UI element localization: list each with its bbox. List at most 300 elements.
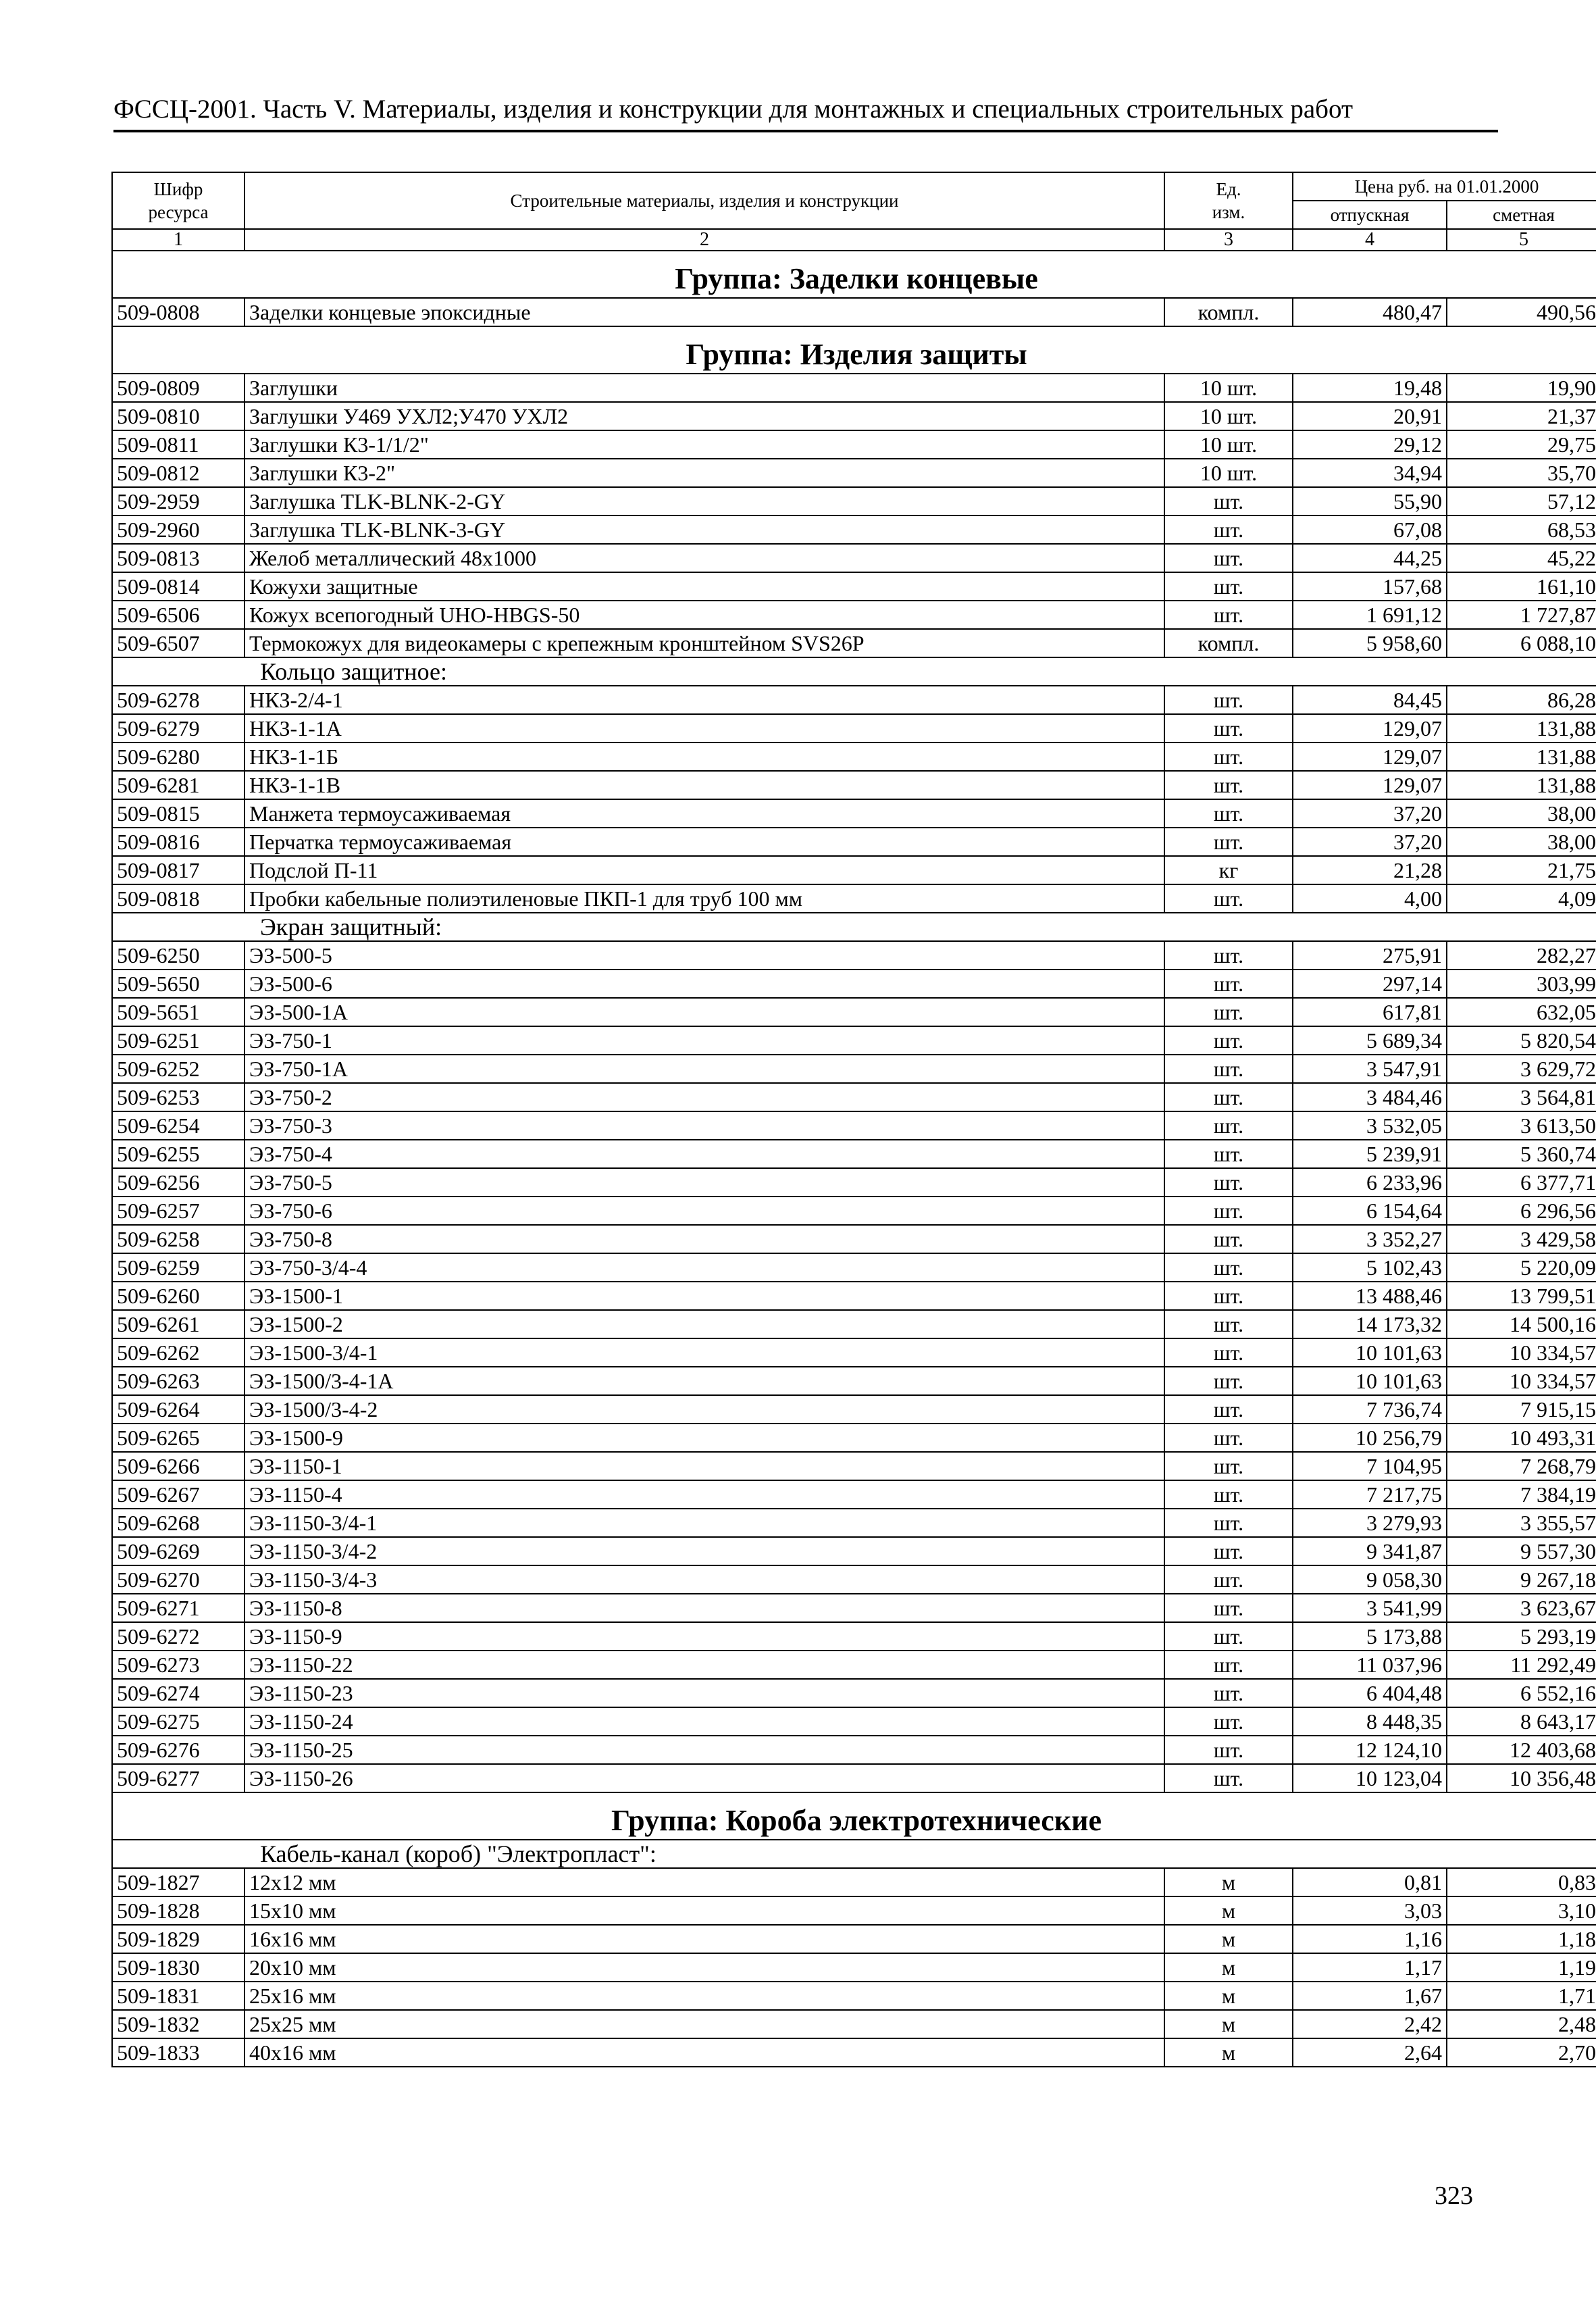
table-row [112, 1565, 1596, 1594]
estimate-price-cell: 6 296,56 [1447, 1197, 1596, 1225]
estimate-price-cell: 86,28 [1447, 686, 1596, 714]
resource-code-cell: 509-1827 [112, 1868, 244, 1896]
resource-code-cell: 509-1829 [112, 1925, 244, 1953]
material-name-cell: НКЗ-1-1В [244, 771, 1164, 799]
header-price: Цена руб. на 01.01.2000 [1293, 172, 1596, 201]
unit-cell: шт. [1164, 487, 1293, 515]
resource-code-cell: 509-6281 [112, 771, 244, 799]
release-price-cell: 129,07 [1293, 714, 1447, 743]
resource-code-cell: 509-1831 [112, 1982, 244, 2010]
resource-code-cell: 509-6272 [112, 1622, 244, 1651]
estimate-price-cell: 21,37 [1447, 402, 1596, 430]
material-name-cell: Перчатка термоусаживаемая [244, 828, 1164, 856]
material-name-cell: Кожух всепогодный UHO-HBGS-50 [244, 601, 1164, 629]
material-name-cell: Пробки кабельные полиэтиленовые ПКП-1 для труб 100 мм [244, 884, 1164, 913]
resource-code-cell: 509-6268 [112, 1509, 244, 1537]
price-table [111, 172, 1596, 2067]
estimate-price-cell: 3 355,57 [1447, 1509, 1596, 1537]
estimate-price-cell: 1,19 [1447, 1953, 1596, 1982]
release-price-cell: 129,07 [1293, 771, 1447, 799]
release-price-cell: 1 691,12 [1293, 601, 1447, 629]
unit-cell: шт. [1164, 1197, 1293, 1225]
group-heading-row [112, 251, 1596, 298]
unit-cell: шт. [1164, 771, 1293, 799]
estimate-price-cell: 9 557,30 [1447, 1537, 1596, 1565]
release-price-cell: 12 124,10 [1293, 1736, 1447, 1764]
unit-cell: 10 шт. [1164, 374, 1293, 402]
material-name-cell: ЭЗ-1150-3/4-2 [244, 1537, 1164, 1565]
material-name-cell: Подслой П-11 [244, 856, 1164, 884]
column-number: 4 [1293, 229, 1447, 251]
table-row [112, 572, 1596, 601]
estimate-price-cell: 3 429,58 [1447, 1225, 1596, 1253]
table-row [112, 298, 1596, 326]
table-row [112, 487, 1596, 515]
release-price-cell: 3 532,05 [1293, 1111, 1447, 1140]
unit-cell: шт. [1164, 1253, 1293, 1282]
page-number: 323 [1435, 2182, 1473, 2210]
material-name-cell: Термокожух для видеокамеры с крепежным кронштейном SVS26P [244, 629, 1164, 657]
material-name-cell: ЭЗ-750-1 [244, 1026, 1164, 1055]
material-name-cell: ЭЗ-750-2 [244, 1083, 1164, 1111]
release-price-cell: 3 547,91 [1293, 1055, 1447, 1083]
unit-cell: шт. [1164, 1565, 1293, 1594]
unit-cell: шт. [1164, 799, 1293, 828]
table-row [112, 884, 1596, 913]
resource-code-cell: 509-1828 [112, 1896, 244, 1925]
unit-cell: 10 шт. [1164, 459, 1293, 487]
header-code: Шифр ресурса [112, 172, 244, 229]
table-row [112, 970, 1596, 998]
table-row [112, 1679, 1596, 1707]
resource-code-cell: 509-6251 [112, 1026, 244, 1055]
table-row [112, 459, 1596, 487]
release-price-cell: 21,28 [1293, 856, 1447, 884]
resource-code-cell: 509-6270 [112, 1565, 244, 1594]
unit-cell: шт. [1164, 1707, 1293, 1736]
material-name-cell: ЭЗ-1150-8 [244, 1594, 1164, 1622]
unit-cell: шт. [1164, 1282, 1293, 1310]
table-row [112, 1509, 1596, 1537]
table-row [112, 856, 1596, 884]
release-price-cell: 19,48 [1293, 374, 1447, 402]
release-price-cell: 5 958,60 [1293, 629, 1447, 657]
estimate-price-cell: 11 292,49 [1447, 1651, 1596, 1679]
estimate-price-cell: 38,00 [1447, 799, 1596, 828]
resource-code-cell: 509-6275 [112, 1707, 244, 1736]
unit-cell: м [1164, 1953, 1293, 1982]
material-name-cell: НКЗ-2/4-1 [244, 686, 1164, 714]
resource-code-cell: 509-6507 [112, 629, 244, 657]
resource-code-cell: 509-5650 [112, 970, 244, 998]
resource-code-cell: 509-6276 [112, 1736, 244, 1764]
table-row [112, 1622, 1596, 1651]
resource-code-cell: 509-0814 [112, 572, 244, 601]
release-price-cell: 34,94 [1293, 459, 1447, 487]
table-row [112, 1896, 1596, 1925]
release-price-cell: 6 404,48 [1293, 1679, 1447, 1707]
resource-code-cell: 509-0808 [112, 298, 244, 326]
resource-code-cell: 509-6280 [112, 743, 244, 771]
release-price-cell: 14 173,32 [1293, 1310, 1447, 1338]
table-header-row [112, 172, 1596, 201]
material-name-cell: ЭЗ-750-6 [244, 1197, 1164, 1225]
release-price-cell: 2,42 [1293, 2010, 1447, 2038]
column-number: 2 [244, 229, 1164, 251]
column-number: 1 [112, 229, 244, 251]
table-row [112, 941, 1596, 970]
estimate-price-cell: 57,12 [1447, 487, 1596, 515]
estimate-price-cell: 10 356,48 [1447, 1764, 1596, 1792]
resource-code-cell: 509-6252 [112, 1055, 244, 1083]
group-heading-row [112, 1792, 1596, 1840]
release-price-cell: 3 279,93 [1293, 1509, 1447, 1537]
group-heading-row [112, 326, 1596, 374]
release-price-cell: 84,45 [1293, 686, 1447, 714]
table-row [112, 1982, 1596, 2010]
table-row [112, 1651, 1596, 1679]
release-price-cell: 9 341,87 [1293, 1537, 1447, 1565]
estimate-price-cell: 131,88 [1447, 714, 1596, 743]
unit-cell: 10 шт. [1164, 430, 1293, 459]
resource-code-cell: 509-1832 [112, 2010, 244, 2038]
resource-code-cell: 509-6267 [112, 1480, 244, 1509]
material-name-cell: Заглушки К3-2" [244, 459, 1164, 487]
resource-code-cell: 509-2959 [112, 487, 244, 515]
table-row [112, 374, 1596, 402]
resource-code-cell: 509-0811 [112, 430, 244, 459]
page-header: ФССЦ-2001. Часть V. Материалы, изделия и конструкции для монтажных и специальных строительных работ [113, 93, 1498, 132]
table-row [112, 998, 1596, 1026]
unit-cell: м [1164, 2038, 1293, 2067]
unit-cell: шт. [1164, 1736, 1293, 1764]
estimate-price-cell: 632,05 [1447, 998, 1596, 1026]
unit-cell: шт. [1164, 743, 1293, 771]
material-name-cell: Желоб металлический 48х1000 [244, 544, 1164, 572]
release-price-cell: 20,91 [1293, 402, 1447, 430]
material-name-cell: 12х12 мм [244, 1868, 1164, 1896]
release-price-cell: 9 058,30 [1293, 1565, 1447, 1594]
release-price-cell: 3,03 [1293, 1896, 1447, 1925]
material-name-cell: НКЗ-1-1Б [244, 743, 1164, 771]
resource-code-cell: 509-6254 [112, 1111, 244, 1140]
estimate-price-cell: 303,99 [1447, 970, 1596, 998]
estimate-price-cell: 5 220,09 [1447, 1253, 1596, 1282]
table-row [112, 1764, 1596, 1792]
table-row [112, 544, 1596, 572]
estimate-price-cell: 3 564,81 [1447, 1083, 1596, 1111]
release-price-cell: 10 256,79 [1293, 1424, 1447, 1452]
estimate-price-cell: 282,27 [1447, 941, 1596, 970]
release-price-cell: 3 484,46 [1293, 1083, 1447, 1111]
estimate-price-cell: 2,70 [1447, 2038, 1596, 2067]
material-name-cell: ЭЗ-1150-1 [244, 1452, 1164, 1480]
subgroup-heading: Кабель-канал (короб) "Электропласт": [112, 1840, 1596, 1868]
estimate-price-cell: 131,88 [1447, 743, 1596, 771]
resource-code-cell: 509-6279 [112, 714, 244, 743]
unit-cell: шт. [1164, 1225, 1293, 1253]
unit-cell: шт. [1164, 884, 1293, 913]
unit-cell: м [1164, 1925, 1293, 1953]
unit-cell: шт. [1164, 1537, 1293, 1565]
material-name-cell: ЭЗ-750-3/4-4 [244, 1253, 1164, 1282]
resource-code-cell: 509-6277 [112, 1764, 244, 1792]
unit-cell: шт. [1164, 1168, 1293, 1197]
estimate-price-cell: 3,10 [1447, 1896, 1596, 1925]
release-price-cell: 275,91 [1293, 941, 1447, 970]
resource-code-cell: 509-6250 [112, 941, 244, 970]
table-row [112, 1026, 1596, 1055]
table-row [112, 1083, 1596, 1111]
estimate-price-cell: 14 500,16 [1447, 1310, 1596, 1338]
material-name-cell: ЭЗ-1150-3/4-3 [244, 1565, 1164, 1594]
release-price-cell: 129,07 [1293, 743, 1447, 771]
subgroup-heading: Кольцо защитное: [112, 657, 1596, 686]
table-row [112, 828, 1596, 856]
material-name-cell: НКЗ-1-1А [244, 714, 1164, 743]
resource-code-cell: 509-6253 [112, 1083, 244, 1111]
unit-cell: шт. [1164, 1338, 1293, 1367]
release-price-cell: 480,47 [1293, 298, 1447, 326]
release-price-cell: 55,90 [1293, 487, 1447, 515]
unit-cell: шт. [1164, 1622, 1293, 1651]
estimate-price-cell: 1 727,87 [1447, 601, 1596, 629]
material-name-cell: ЭЗ-1150-9 [244, 1622, 1164, 1651]
resource-code-cell: 509-6259 [112, 1253, 244, 1282]
estimate-price-cell: 10 334,57 [1447, 1367, 1596, 1395]
estimate-price-cell: 9 267,18 [1447, 1565, 1596, 1594]
estimate-price-cell: 131,88 [1447, 771, 1596, 799]
resource-code-cell: 509-6273 [112, 1651, 244, 1679]
unit-cell: шт. [1164, 1140, 1293, 1168]
material-name-cell: ЭЗ-500-1А [244, 998, 1164, 1026]
unit-cell: компл. [1164, 629, 1293, 657]
estimate-price-cell: 21,75 [1447, 856, 1596, 884]
estimate-price-cell: 4,09 [1447, 884, 1596, 913]
material-name-cell: ЭЗ-1500-2 [244, 1310, 1164, 1338]
unit-cell: компл. [1164, 298, 1293, 326]
material-name-cell: ЭЗ-1500/3-4-2 [244, 1395, 1164, 1424]
resource-code-cell: 509-6269 [112, 1537, 244, 1565]
estimate-price-cell: 6 377,71 [1447, 1168, 1596, 1197]
unit-cell: шт. [1164, 1594, 1293, 1622]
table-row [112, 2010, 1596, 2038]
estimate-price-cell: 5 293,19 [1447, 1622, 1596, 1651]
unit-cell: м [1164, 2010, 1293, 2038]
unit-cell: м [1164, 1868, 1293, 1896]
estimate-price-cell: 12 403,68 [1447, 1736, 1596, 1764]
release-price-cell: 1,16 [1293, 1925, 1447, 1953]
estimate-price-cell: 3 623,67 [1447, 1594, 1596, 1622]
release-price-cell: 2,64 [1293, 2038, 1447, 2067]
release-price-cell: 37,20 [1293, 828, 1447, 856]
estimate-price-cell: 3 629,72 [1447, 1055, 1596, 1083]
group-heading: Группа: Короба электротехнические [112, 1792, 1596, 1840]
table-row [112, 1367, 1596, 1395]
table-row [112, 1452, 1596, 1480]
group-heading: Группа: Заделки концевые [112, 251, 1596, 298]
unit-cell: шт. [1164, 1083, 1293, 1111]
resource-code-cell: 509-6506 [112, 601, 244, 629]
table-row [112, 2038, 1596, 2067]
table-row [112, 1338, 1596, 1367]
material-name-cell: ЭЗ-1150-24 [244, 1707, 1164, 1736]
unit-cell: шт. [1164, 1026, 1293, 1055]
unit-cell: шт. [1164, 572, 1293, 601]
resource-code-cell: 509-6256 [112, 1168, 244, 1197]
material-name-cell: 25х25 мм [244, 2010, 1164, 2038]
resource-code-cell: 509-6258 [112, 1225, 244, 1253]
material-name-cell: Кожухи защитные [244, 572, 1164, 601]
material-name-cell: ЭЗ-500-6 [244, 970, 1164, 998]
material-name-cell: ЭЗ-1500-1 [244, 1282, 1164, 1310]
unit-cell: шт. [1164, 941, 1293, 970]
estimate-price-cell: 13 799,51 [1447, 1282, 1596, 1310]
unit-cell: шт. [1164, 1764, 1293, 1792]
table-row [112, 1736, 1596, 1764]
table-row [112, 1225, 1596, 1253]
material-name-cell: ЭЗ-1150-26 [244, 1764, 1164, 1792]
estimate-price-cell: 6 088,10 [1447, 629, 1596, 657]
material-name-cell: ЭЗ-1150-22 [244, 1651, 1164, 1679]
resource-code-cell: 509-6274 [112, 1679, 244, 1707]
release-price-cell: 4,00 [1293, 884, 1447, 913]
unit-cell: шт. [1164, 1111, 1293, 1140]
material-name-cell: Заделки концевые эпоксидные [244, 298, 1164, 326]
resource-code-cell: 509-0817 [112, 856, 244, 884]
release-price-cell: 617,81 [1293, 998, 1447, 1026]
unit-cell: шт. [1164, 601, 1293, 629]
release-price-cell: 1,67 [1293, 1982, 1447, 2010]
release-price-cell: 5 689,34 [1293, 1026, 1447, 1055]
unit-cell: шт. [1164, 1055, 1293, 1083]
subgroup-heading-row [112, 1840, 1596, 1868]
unit-cell: шт. [1164, 1679, 1293, 1707]
unit-cell: шт. [1164, 970, 1293, 998]
material-name-cell: ЭЗ-750-8 [244, 1225, 1164, 1253]
material-name-cell: ЭЗ-750-3 [244, 1111, 1164, 1140]
material-name-cell: Заглушки [244, 374, 1164, 402]
resource-code-cell: 509-1830 [112, 1953, 244, 1982]
table-row [112, 1111, 1596, 1140]
resource-code-cell: 509-6260 [112, 1282, 244, 1310]
resource-code-cell: 509-0816 [112, 828, 244, 856]
estimate-price-cell: 490,56 [1447, 298, 1596, 326]
unit-cell: шт. [1164, 1651, 1293, 1679]
estimate-price-cell: 7 268,79 [1447, 1452, 1596, 1480]
release-price-cell: 67,08 [1293, 515, 1447, 544]
estimate-price-cell: 0,83 [1447, 1868, 1596, 1896]
unit-cell: шт. [1164, 828, 1293, 856]
release-price-cell: 3 352,27 [1293, 1225, 1447, 1253]
resource-code-cell: 509-0809 [112, 374, 244, 402]
unit-cell: шт. [1164, 1367, 1293, 1395]
material-name-cell: Заглушки К3-1/1/2" [244, 430, 1164, 459]
estimate-price-cell: 38,00 [1447, 828, 1596, 856]
table-row [112, 1868, 1596, 1896]
table-row [112, 799, 1596, 828]
resource-code-cell: 509-6278 [112, 686, 244, 714]
header-release-price: отпускная [1293, 201, 1447, 229]
unit-cell: шт. [1164, 1310, 1293, 1338]
estimate-price-cell: 161,10 [1447, 572, 1596, 601]
estimate-price-cell: 45,22 [1447, 544, 1596, 572]
table-row [112, 1282, 1596, 1310]
unit-cell: шт. [1164, 1424, 1293, 1452]
table-row [112, 1707, 1596, 1736]
material-name-cell: ЭЗ-1500-9 [244, 1424, 1164, 1452]
estimate-price-cell: 10 334,57 [1447, 1338, 1596, 1367]
subgroup-heading: Экран защитный: [112, 913, 1596, 941]
estimate-price-cell: 5 360,74 [1447, 1140, 1596, 1168]
unit-cell: шт. [1164, 1452, 1293, 1480]
resource-code-cell: 509-2960 [112, 515, 244, 544]
estimate-price-cell: 6 552,16 [1447, 1679, 1596, 1707]
resource-code-cell: 509-5651 [112, 998, 244, 1026]
table-row [112, 430, 1596, 459]
material-name-cell: 15х10 мм [244, 1896, 1164, 1925]
resource-code-cell: 509-0813 [112, 544, 244, 572]
release-price-cell: 3 541,99 [1293, 1594, 1447, 1622]
release-price-cell: 157,68 [1293, 572, 1447, 601]
release-price-cell: 44,25 [1293, 544, 1447, 572]
material-name-cell: Заглушка TLK-BLNK-3-GY [244, 515, 1164, 544]
table-row [112, 1055, 1596, 1083]
unit-cell: шт. [1164, 998, 1293, 1026]
estimate-price-cell: 29,75 [1447, 430, 1596, 459]
group-heading: Группа: Изделия защиты [112, 326, 1596, 374]
material-name-cell: 25х16 мм [244, 1982, 1164, 2010]
release-price-cell: 5 239,91 [1293, 1140, 1447, 1168]
material-name-cell: ЭЗ-500-5 [244, 941, 1164, 970]
release-price-cell: 6 154,64 [1293, 1197, 1447, 1225]
table-row [112, 743, 1596, 771]
table-row [112, 1925, 1596, 1953]
header-estimate-price: сметная [1447, 201, 1596, 229]
estimate-price-cell: 1,18 [1447, 1925, 1596, 1953]
estimate-price-cell: 2,48 [1447, 2010, 1596, 2038]
unit-cell: шт. [1164, 714, 1293, 743]
estimate-price-cell: 5 820,54 [1447, 1026, 1596, 1055]
resource-code-cell: 509-6264 [112, 1395, 244, 1424]
unit-cell: шт. [1164, 686, 1293, 714]
table-row [112, 1253, 1596, 1282]
table-row [112, 1537, 1596, 1565]
release-price-cell: 7 736,74 [1293, 1395, 1447, 1424]
resource-code-cell: 509-6255 [112, 1140, 244, 1168]
resource-code-cell: 509-0815 [112, 799, 244, 828]
resource-code-cell: 509-6266 [112, 1452, 244, 1480]
material-name-cell: ЭЗ-1150-25 [244, 1736, 1164, 1764]
unit-cell: кг [1164, 856, 1293, 884]
release-price-cell: 297,14 [1293, 970, 1447, 998]
release-price-cell: 5 102,43 [1293, 1253, 1447, 1282]
material-name-cell: ЭЗ-1500-3/4-1 [244, 1338, 1164, 1367]
release-price-cell: 5 173,88 [1293, 1622, 1447, 1651]
release-price-cell: 10 123,04 [1293, 1764, 1447, 1792]
release-price-cell: 10 101,63 [1293, 1338, 1447, 1367]
resource-code-cell: 509-0810 [112, 402, 244, 430]
material-name-cell: ЭЗ-750-5 [244, 1168, 1164, 1197]
table-row [112, 1594, 1596, 1622]
material-name-cell: ЭЗ-750-1А [244, 1055, 1164, 1083]
column-number: 3 [1164, 229, 1293, 251]
resource-code-cell: 509-6265 [112, 1424, 244, 1452]
material-name-cell: ЭЗ-1150-3/4-1 [244, 1509, 1164, 1537]
resource-code-cell: 509-6262 [112, 1338, 244, 1367]
column-number: 5 [1447, 229, 1596, 251]
table-row [112, 1395, 1596, 1424]
